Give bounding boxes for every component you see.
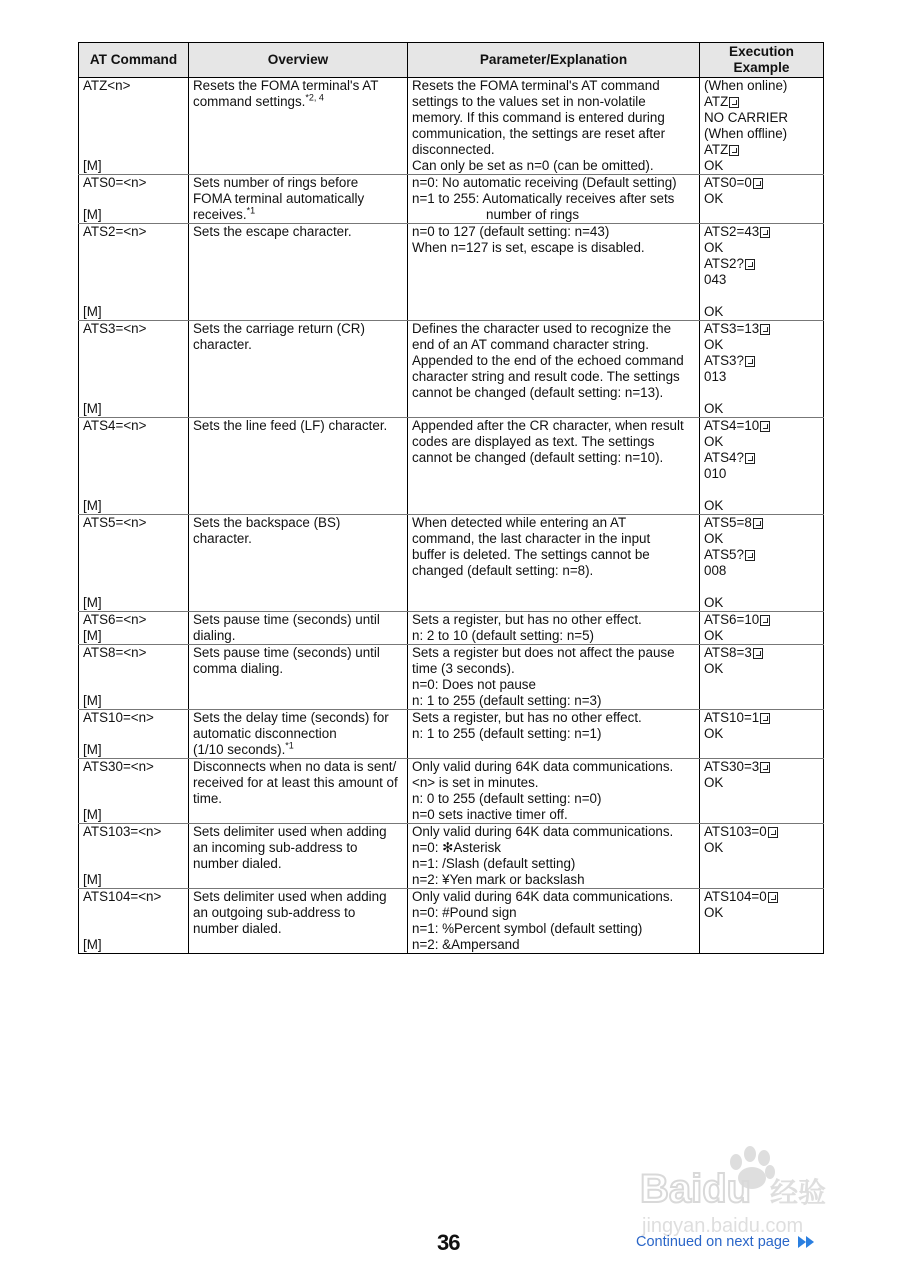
cell-overview bbox=[189, 759, 408, 824]
parameter-line: Defines the character used to recognize the bbox=[412, 321, 672, 336]
cell-parameter bbox=[408, 710, 700, 759]
cell-command bbox=[79, 889, 189, 954]
overview-line: number dialed. bbox=[193, 921, 282, 936]
overview-line: Sets the delay time (seconds) for bbox=[193, 710, 389, 725]
memory-mark: [M] bbox=[83, 742, 102, 757]
overview-line: command settings.$^{*2, 4}$ bbox=[193, 92, 324, 109]
cell-parameter bbox=[408, 321, 700, 418]
cell-parameter bbox=[408, 824, 700, 889]
return-key-icon bbox=[753, 518, 763, 529]
footnote-ref: *1 bbox=[285, 740, 294, 751]
memory-mark: [M] bbox=[83, 207, 102, 222]
parameter-line: n=1 to 255: Automatically receives after sets bbox=[412, 191, 675, 206]
parameter-line: settings to the values set in non-volatile bbox=[412, 94, 646, 109]
watermark-brand: Baidu bbox=[640, 1167, 752, 1211]
overview-line: Disconnects when no data is sent/ bbox=[193, 759, 397, 774]
table-row bbox=[79, 175, 824, 224]
cell-execution-example bbox=[700, 710, 824, 759]
example-line: OK bbox=[704, 158, 724, 173]
cell-overview bbox=[189, 175, 408, 224]
parameter-line: changed (default setting: n=8). bbox=[412, 563, 594, 578]
cell-execution-example bbox=[700, 321, 824, 418]
example-line: OK bbox=[704, 595, 724, 610]
overview-line: FOMA terminal automatically bbox=[193, 191, 365, 206]
example-line: OK bbox=[704, 304, 724, 319]
example-line: ATS2? bbox=[704, 256, 819, 272]
parameter-line: When n=127 is set, escape is disabled. bbox=[412, 240, 645, 255]
example-line: ATS8=3 bbox=[704, 645, 819, 661]
cell-parameter bbox=[408, 418, 700, 515]
return-key-icon bbox=[729, 145, 739, 156]
parameter-line: n=0 sets inactive timer off. bbox=[412, 807, 568, 822]
table-row bbox=[79, 418, 824, 515]
command-name: ATS2=<n> bbox=[83, 224, 147, 239]
cell-overview bbox=[189, 224, 408, 321]
command-name: ATS104=<n> bbox=[83, 889, 162, 904]
overview-line: Sets delimiter used when adding bbox=[193, 824, 387, 839]
blank-line bbox=[704, 482, 819, 498]
continued-on-next-page[interactable] bbox=[636, 1234, 814, 1250]
cell-overview bbox=[189, 645, 408, 710]
overview-line: Sets pause time (seconds) until bbox=[193, 645, 380, 660]
parameter-line: n: 1 to 255 (default setting: n=1) bbox=[412, 726, 602, 741]
table-row bbox=[79, 224, 824, 321]
example-line: ATS3? bbox=[704, 353, 819, 369]
command-name: ATS6=<n> bbox=[83, 612, 147, 627]
parameter-line: disconnected. bbox=[412, 142, 495, 157]
overview-line: automatic disconnection bbox=[193, 726, 337, 741]
double-arrow-icon bbox=[798, 1236, 814, 1248]
example-line: ATS30=3 bbox=[704, 759, 819, 775]
footnote-ref: *1 bbox=[246, 205, 256, 216]
parameter-line: n=1: %Percent symbol (default setting) bbox=[412, 921, 643, 936]
example-line: ATS103=0 bbox=[704, 824, 819, 840]
example-line: OK bbox=[704, 434, 724, 449]
cell-execution-example bbox=[700, 515, 824, 612]
cell-overview bbox=[189, 710, 408, 759]
return-key-icon bbox=[729, 97, 739, 108]
overview-line: Sets the carriage return (CR) bbox=[193, 321, 365, 336]
cell-overview bbox=[189, 824, 408, 889]
example-line: ATS0=0 bbox=[704, 175, 819, 191]
footnote-ref: *2, 4 bbox=[305, 92, 324, 103]
parameter-line: n=0: Does not pause bbox=[412, 677, 536, 692]
overview-line: number dialed. bbox=[193, 856, 282, 871]
example-line: ATZ bbox=[704, 142, 819, 158]
watermark-url: jingyan.baidu.com bbox=[642, 1215, 804, 1237]
return-key-icon bbox=[768, 827, 778, 838]
cell-command bbox=[79, 78, 189, 175]
cell-overview bbox=[189, 889, 408, 954]
parameter-line: n=0: ✻Asterisk bbox=[412, 840, 501, 855]
page-number: 36 bbox=[437, 1230, 460, 1255]
table-header-row bbox=[79, 43, 824, 78]
cell-overview bbox=[189, 321, 408, 418]
example-line: ATS5? bbox=[704, 547, 819, 563]
baidu-jingyan-watermark bbox=[640, 1140, 860, 1240]
overview-line: (1/10 seconds).$^{*1}$ bbox=[193, 740, 294, 757]
overview-line: Sets pause time (seconds) until bbox=[193, 612, 380, 627]
table-row bbox=[79, 759, 824, 824]
example-line: NO CARRIER bbox=[704, 110, 789, 125]
return-key-icon bbox=[745, 453, 755, 464]
memory-mark: [M] bbox=[83, 304, 102, 319]
overview-line: dialing. bbox=[193, 628, 236, 643]
memory-mark: [M] bbox=[83, 498, 102, 513]
example-line: ATS2=43 bbox=[704, 224, 819, 240]
parameter-line: Appended to the end of the echoed command bbox=[412, 353, 684, 368]
parameter-line: Only valid during 64K data communications. bbox=[412, 759, 674, 774]
cell-command bbox=[79, 645, 189, 710]
cell-overview bbox=[189, 515, 408, 612]
overview-line: an incoming sub-address to bbox=[193, 840, 358, 855]
cell-command bbox=[79, 612, 189, 645]
parameter-line: n=0: No automatic receiving (Default setting) bbox=[412, 175, 677, 190]
return-key-icon bbox=[768, 892, 778, 903]
overview-line: Sets the line feed (LF) character. bbox=[193, 418, 388, 433]
parameter-line: Resets the FOMA terminal's AT command bbox=[412, 78, 660, 93]
cell-execution-example bbox=[700, 78, 824, 175]
at-command-table bbox=[78, 42, 824, 954]
command-name: ATS10=<n> bbox=[83, 710, 154, 725]
cell-execution-example bbox=[700, 418, 824, 515]
cell-command bbox=[79, 321, 189, 418]
parameter-line: cannot be changed (default setting: n=13). bbox=[412, 385, 664, 400]
overview-line: Sets delimiter used when adding bbox=[193, 889, 387, 904]
example-line: OK bbox=[704, 628, 724, 643]
example-line: ATZ bbox=[704, 94, 819, 110]
parameter-line: Only valid during 64K data communications. bbox=[412, 824, 674, 839]
example-line: 043 bbox=[704, 272, 727, 287]
cell-parameter bbox=[408, 224, 700, 321]
continued-label: Continued on next page bbox=[636, 1234, 790, 1250]
command-name: ATS8=<n> bbox=[83, 645, 147, 660]
table-row bbox=[79, 78, 824, 175]
parameter-line: n: 0 to 255 (default setting: n=0) bbox=[412, 791, 602, 806]
cell-command bbox=[79, 515, 189, 612]
parameter-line: communication, the settings are reset after bbox=[412, 126, 666, 141]
cell-command bbox=[79, 418, 189, 515]
cell-parameter bbox=[408, 515, 700, 612]
blank-line bbox=[704, 579, 819, 595]
table-row bbox=[79, 645, 824, 710]
parameter-line: character string and result code. The settings bbox=[412, 369, 680, 384]
table-row bbox=[79, 515, 824, 612]
example-line: ATS10=1 bbox=[704, 710, 819, 726]
cell-command bbox=[79, 175, 189, 224]
memory-mark: [M] bbox=[83, 595, 102, 610]
memory-mark: [M] bbox=[83, 937, 102, 952]
parameter-line: n=2: &Ampersand bbox=[412, 937, 520, 952]
cell-overview bbox=[189, 78, 408, 175]
parameter-line: n=2: ¥Yen mark or backslash bbox=[412, 872, 585, 887]
example-line: 013 bbox=[704, 369, 727, 384]
parameter-line: <n> is set in minutes. bbox=[412, 775, 539, 790]
command-name: ATS4=<n> bbox=[83, 418, 147, 433]
table-row bbox=[79, 889, 824, 954]
memory-mark: [M] bbox=[83, 628, 102, 643]
cell-parameter bbox=[408, 759, 700, 824]
cell-parameter bbox=[408, 78, 700, 175]
return-key-icon bbox=[753, 178, 763, 189]
memory-mark: [M] bbox=[83, 401, 102, 416]
overview-line: received for at least this amount of bbox=[193, 775, 398, 790]
parameter-line: Can only be set as n=0 (can be omitted). bbox=[412, 158, 654, 173]
cell-parameter bbox=[408, 889, 700, 954]
overview-line: Sets the escape character. bbox=[193, 224, 352, 239]
example-line: (When online) bbox=[704, 78, 788, 93]
parameter-line: cannot be changed (default setting: n=10). bbox=[412, 450, 664, 465]
return-key-icon bbox=[745, 259, 755, 270]
example-line: ATS6=10 bbox=[704, 612, 819, 628]
parameter-line: n: 2 to 10 (default setting: n=5) bbox=[412, 628, 595, 643]
example-line: OK bbox=[704, 531, 724, 546]
blank-line bbox=[704, 288, 819, 304]
return-key-icon bbox=[745, 550, 755, 561]
parameter-line: n=0 to 127 (default setting: n=43) bbox=[412, 224, 610, 239]
parameter-line: time (3 seconds). bbox=[412, 661, 515, 676]
example-line: OK bbox=[704, 240, 724, 255]
example-line: OK bbox=[704, 840, 724, 855]
header-execution-example: Execution Example bbox=[700, 43, 824, 78]
cell-parameter bbox=[408, 645, 700, 710]
parameter-line: end of an AT command character string. bbox=[412, 337, 649, 352]
parameter-line: Only valid during 64K data communications. bbox=[412, 889, 674, 904]
example-line: ATS5=8 bbox=[704, 515, 819, 531]
table-row bbox=[79, 321, 824, 418]
cell-parameter bbox=[408, 612, 700, 645]
return-key-icon bbox=[760, 421, 770, 432]
header-parameter: Parameter/Explanation bbox=[408, 43, 700, 78]
cell-command bbox=[79, 824, 189, 889]
command-name: ATS5=<n> bbox=[83, 515, 147, 530]
cell-overview bbox=[189, 612, 408, 645]
header-at-command: AT Command bbox=[79, 43, 189, 78]
command-name: ATS3=<n> bbox=[83, 321, 147, 336]
table-row bbox=[79, 710, 824, 759]
parameter-line: Sets a register, but has no other effect. bbox=[412, 612, 642, 627]
blank-line bbox=[704, 385, 819, 401]
return-key-icon bbox=[760, 762, 770, 773]
overview-line: comma dialing. bbox=[193, 661, 284, 676]
table-body bbox=[79, 78, 824, 954]
example-line: ATS104=0 bbox=[704, 889, 819, 905]
example-line: 008 bbox=[704, 563, 727, 578]
cell-execution-example bbox=[700, 889, 824, 954]
return-key-icon bbox=[760, 615, 770, 626]
overview-line: Sets number of rings before bbox=[193, 175, 359, 190]
parameter-line: Sets a register, but has no other effect. bbox=[412, 710, 642, 725]
example-line: OK bbox=[704, 191, 724, 206]
cell-execution-example bbox=[700, 224, 824, 321]
cell-parameter bbox=[408, 175, 700, 224]
command-name: ATZ<n> bbox=[83, 78, 131, 93]
example-line: OK bbox=[704, 726, 724, 741]
example-line: OK bbox=[704, 905, 724, 920]
example-line: (When offline) bbox=[704, 126, 788, 141]
parameter-line: number of rings bbox=[486, 207, 580, 222]
parameter-line: buffer is deleted. The settings cannot be bbox=[412, 547, 650, 562]
memory-mark: [M] bbox=[83, 807, 102, 822]
parameter-line: When detected while entering an AT bbox=[412, 515, 627, 530]
cell-command bbox=[79, 224, 189, 321]
overview-line: receives.$^{*1}$ bbox=[193, 205, 256, 222]
cell-execution-example bbox=[700, 824, 824, 889]
parameter-line: Appended after the CR character, when result bbox=[412, 418, 684, 433]
cell-execution-example bbox=[700, 612, 824, 645]
table-row bbox=[79, 824, 824, 889]
example-line: ATS3=13 bbox=[704, 321, 819, 337]
parameter-line: n: 1 to 255 (default setting: n=3) bbox=[412, 693, 602, 708]
example-line: OK bbox=[704, 661, 724, 676]
cell-overview bbox=[189, 418, 408, 515]
cell-execution-example bbox=[700, 645, 824, 710]
example-line: OK bbox=[704, 775, 724, 790]
return-key-icon bbox=[745, 356, 755, 367]
overview-line: character. bbox=[193, 337, 252, 352]
parameter-line: n=0: #Pound sign bbox=[412, 905, 517, 920]
cell-command bbox=[79, 710, 189, 759]
example-line: ATS4? bbox=[704, 450, 819, 466]
return-key-icon bbox=[760, 227, 770, 238]
return-key-icon bbox=[760, 713, 770, 724]
memory-mark: [M] bbox=[83, 872, 102, 887]
example-line: ATS4=10 bbox=[704, 418, 819, 434]
cell-execution-example bbox=[700, 175, 824, 224]
overview-line: time. bbox=[193, 791, 223, 806]
parameter-line: codes are displayed as text. The settings bbox=[412, 434, 655, 449]
watermark-cn-text: 经验 bbox=[770, 1176, 827, 1209]
overview-line: character. bbox=[193, 531, 252, 546]
parameter-line: command, the last character in the input bbox=[412, 531, 651, 546]
parameter-line: Sets a register but does not affect the pause bbox=[412, 645, 675, 660]
overview-line: an outgoing sub-address to bbox=[193, 905, 356, 920]
return-key-icon bbox=[760, 324, 770, 335]
header-overview: Overview bbox=[189, 43, 408, 78]
parameter-line: n=1: /Slash (default setting) bbox=[412, 856, 576, 871]
command-name: ATS30=<n> bbox=[83, 759, 154, 774]
overview-line: Resets the FOMA terminal's AT bbox=[193, 78, 379, 93]
table-row bbox=[79, 612, 824, 645]
example-line: OK bbox=[704, 401, 724, 416]
example-line: OK bbox=[704, 337, 724, 352]
memory-mark: [M] bbox=[83, 158, 102, 173]
cell-execution-example bbox=[700, 759, 824, 824]
command-name: ATS103=<n> bbox=[83, 824, 162, 839]
command-name: ATS0=<n> bbox=[83, 175, 147, 190]
example-line: OK bbox=[704, 498, 724, 513]
cell-command bbox=[79, 759, 189, 824]
overview-line: Sets the backspace (BS) bbox=[193, 515, 341, 530]
return-key-icon bbox=[753, 648, 763, 659]
memory-mark: [M] bbox=[83, 693, 102, 708]
parameter-line: memory. If this command is entered during bbox=[412, 110, 665, 125]
example-line: 010 bbox=[704, 466, 727, 481]
